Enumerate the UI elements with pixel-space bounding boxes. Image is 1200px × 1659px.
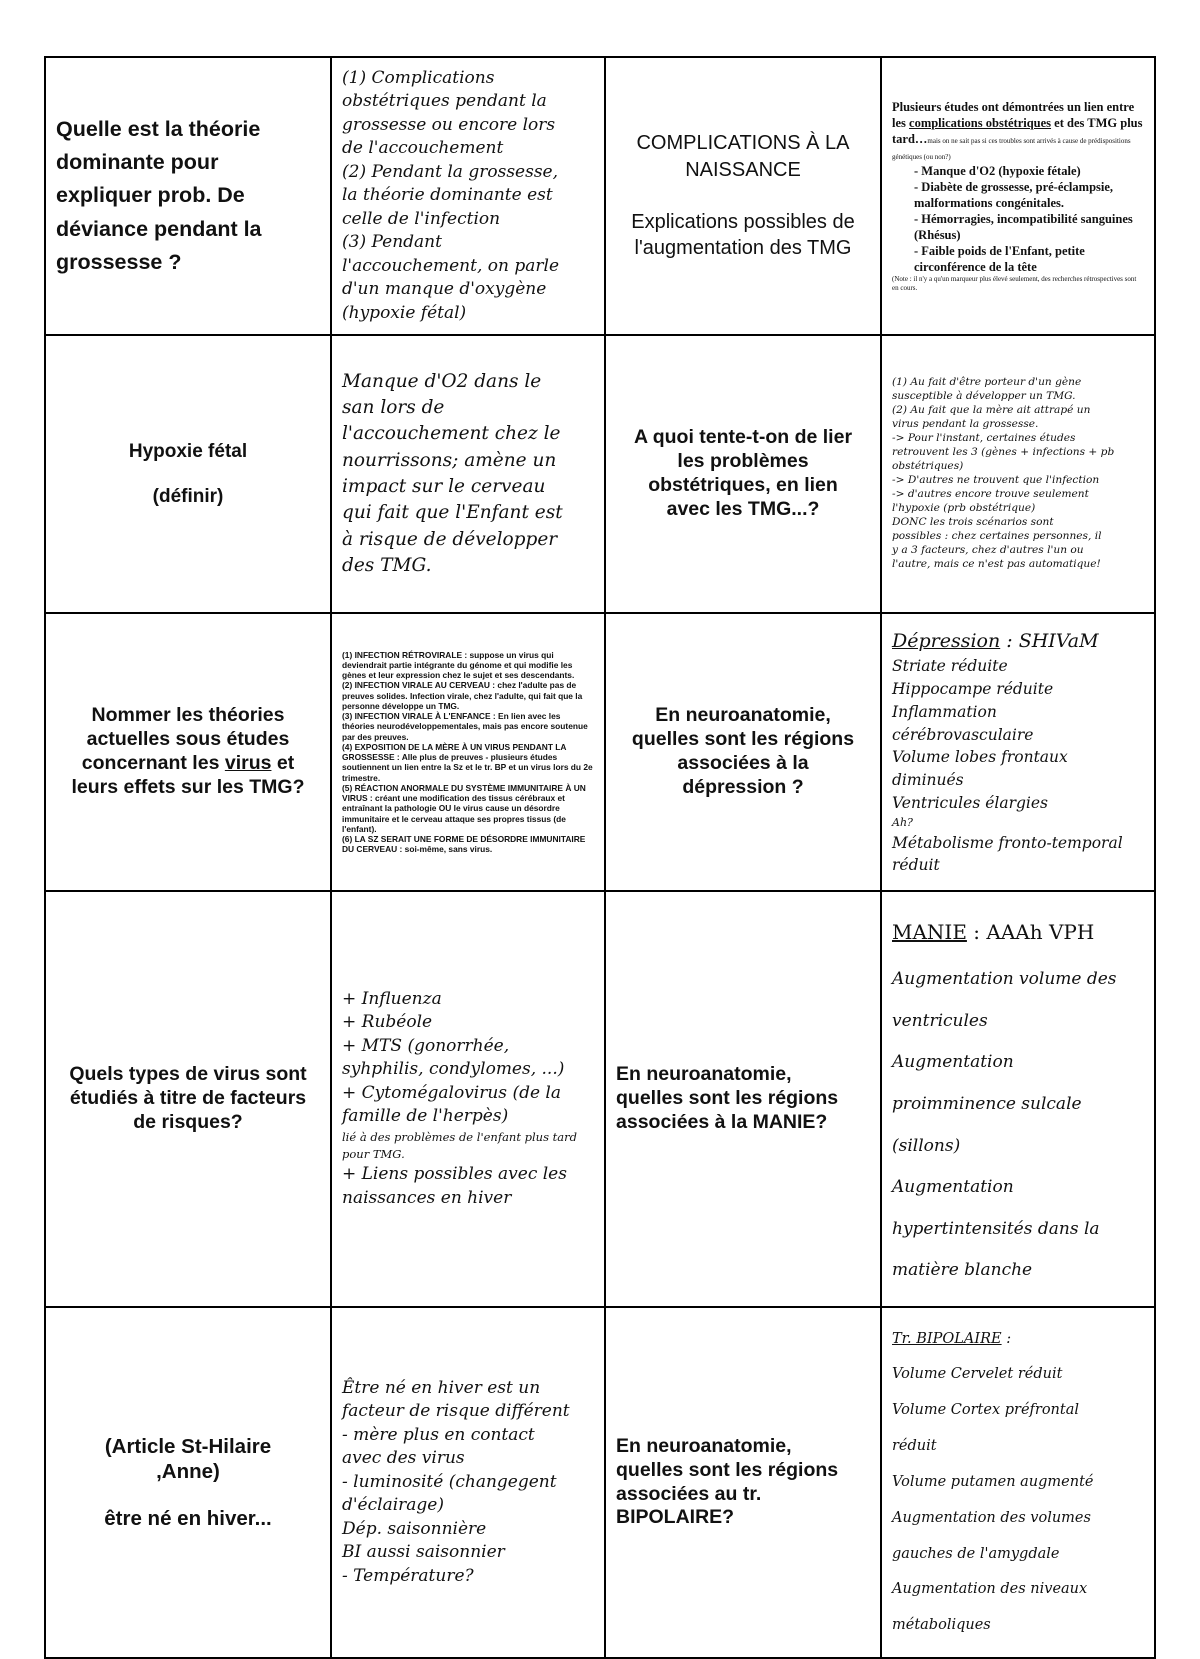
list-item: - Diabète de grossesse, pré-éclampsie, malformations congénitales.	[914, 180, 1114, 211]
text-line: - Température?	[342, 1565, 474, 1586]
text-line: san lors de	[342, 397, 445, 419]
text-line: nourrissons; amène un	[342, 449, 557, 471]
text-line: Être né en hiver est un	[342, 1377, 541, 1398]
text-line: (1) Au fait d'être porteur d'un gène	[892, 376, 1082, 389]
answer-cell	[881, 57, 1155, 335]
question-cell	[45, 335, 331, 613]
answer-text	[342, 1163, 594, 1210]
text-line: quelles sont les régions	[631, 728, 855, 751]
text-line: étudiés à titre de facteurs	[69, 1087, 307, 1110]
answer-cell	[881, 891, 1155, 1307]
question-cell	[605, 891, 881, 1307]
question-text	[56, 1063, 320, 1134]
text-line: - mère plus en contact	[342, 1424, 535, 1445]
answer-text	[892, 1364, 1144, 1636]
text-line: ,Anne)	[156, 1460, 220, 1484]
text-line: naissances en hiver	[342, 1187, 512, 1208]
text-line: Volume lobes frontaux	[892, 748, 1068, 767]
answer-cell	[331, 335, 605, 613]
text-line: quelles sont les régions	[616, 1087, 839, 1110]
text-line: facteur de risque différent	[342, 1401, 570, 1422]
text-line: Striate réduite	[892, 656, 1008, 675]
answer-text	[892, 655, 1144, 816]
text-line: obstétriques pendant la	[342, 91, 547, 112]
question-cell	[45, 57, 331, 335]
question-subtitle: Explications possibles de l'augmentation des TMG	[631, 211, 855, 260]
text-line: retrouvent les 3 (gènes + infections + pb	[892, 446, 1115, 459]
text-line: (2) INFECTION VIRALE AU CERVEAU : chez l'adulte pas de preuves solides. Infection virale, chez l'adulte, qui fait que la personne développe un TMG.	[342, 680, 583, 711]
text-line: d'éclairage)	[342, 1495, 444, 1516]
text-line: + Influenza	[342, 989, 442, 1009]
text-line: (2) Au fait que la mère ait attrapé un	[892, 404, 1091, 417]
question-cell	[605, 1307, 881, 1658]
text-line: - luminosité (changegent	[342, 1471, 557, 1492]
text-line: (2) Pendant la grossesse,	[342, 161, 559, 182]
question-cell	[45, 613, 331, 891]
question-text	[56, 1434, 320, 1484]
answer-text	[892, 832, 1144, 878]
text-line: BIPOLAIRE?	[616, 1506, 735, 1529]
question-title: COMPLICATIONS À LA NAISSANCE	[636, 132, 850, 181]
question-subtitle: (définir)	[152, 486, 224, 507]
text-line: réduit	[892, 1438, 937, 1455]
answer-text	[342, 650, 594, 855]
list-item: - Manque d'O2 (hypoxie fétale)	[914, 164, 1081, 179]
text-line: + Liens possibles avec les	[342, 1164, 567, 1185]
text-line: celle de l'infection	[342, 208, 501, 229]
question-title: Hypoxie fétal	[128, 440, 248, 462]
text-line: métaboliques	[892, 1617, 991, 1634]
answer-text	[892, 376, 1144, 572]
answer-note: (Note : il n'y a qu'un marqueur plus élevé seulement, des recherches rétrospectives sont en cours.	[892, 275, 1137, 292]
text-line: l'accouchement, on parle	[342, 255, 559, 276]
text-line: expliquer prob. De	[56, 183, 245, 208]
question-cell	[45, 891, 331, 1307]
answer-text	[892, 967, 1144, 1283]
text-line: Augmentation	[892, 1177, 1014, 1198]
text-line: grossesse ou encore lors	[342, 114, 556, 135]
answer-small: Ah?	[892, 816, 913, 830]
text-line: réduit	[892, 856, 940, 875]
question-text: Nommer les théories actuelles sous études concernant les virus et leurs effets sur les TMG?	[71, 704, 305, 798]
text-line: Augmentation des volumes	[892, 1509, 1091, 1526]
text-line: avec les TMG...?	[666, 497, 820, 520]
text-line: (3) INFECTION VIRALE À L'ENFANCE : En lien avec les théories neurodéveloppementales, mais pas encore soutenue par des preuves.	[342, 711, 588, 742]
flashcard-table	[44, 56, 1156, 1659]
answer-title: MANIE : AAAh VPH	[892, 920, 1095, 944]
text-line: dominante pour	[56, 150, 219, 175]
text-line: impact sur le cerveau	[342, 476, 546, 497]
text-line: DONC les trois scénarios sont	[892, 515, 1054, 528]
text-line: En neuroanatomie,	[655, 704, 831, 727]
text-line: possibles : chez certaines personnes, il	[892, 529, 1102, 542]
text-line: A quoi tente-t-on de lier	[633, 426, 853, 449]
text-line: + Cytomégalovirus (de la	[342, 1082, 561, 1103]
text-line: virus pendant la grossesse.	[892, 418, 1039, 431]
text-line: Dép. saisonnière	[342, 1518, 487, 1539]
list-item: - Faible poids de l'Enfant, petite circonférence de la tête	[914, 244, 1085, 275]
text-line: déviance pendant la	[56, 216, 262, 241]
question-cell	[605, 335, 881, 613]
text-line: les problèmes	[677, 450, 809, 473]
text-line: (1) Complications	[342, 68, 495, 88]
text-line: l'hypoxie (prb obstétrique)	[892, 501, 1036, 514]
text-line: de l'accouchement	[342, 138, 504, 159]
text-line: Quels types de virus sont	[69, 1063, 307, 1086]
answer-text	[342, 988, 594, 1129]
text-line: associées au tr.	[616, 1482, 762, 1505]
text-line: -> d'autres encore trouve seulement	[892, 487, 1089, 500]
text-line: Augmentation	[892, 1052, 1014, 1073]
question-text	[616, 1435, 870, 1530]
answer-text	[342, 1377, 594, 1588]
text-line: grossesse ?	[56, 249, 182, 274]
text-line: (6) LA SZ SERAIT UNE FORME DE DÉSORDRE IMMUNITAIRE DU CERVEAU : soi-même, sans virus.	[342, 834, 586, 855]
table-row	[45, 335, 1155, 613]
question-text	[616, 704, 870, 799]
answer-cell	[881, 1307, 1155, 1658]
question-subtitle: être né en hiver...	[104, 1507, 272, 1531]
text-line: dépression ?	[682, 775, 804, 798]
text-line: l'autre, mais ce n'est pas automatique!	[892, 557, 1101, 570]
text-line: associées à la MANIE?	[616, 1110, 828, 1133]
question-cell	[605, 57, 881, 335]
answer-text	[342, 67, 594, 325]
list-item: - Hémorragies, incompatibilité sanguines (Rhésus)	[914, 212, 1133, 243]
text-line: diminués	[892, 771, 964, 790]
answer-intro: Plusieurs études ont démontrées un lien entre les complications obstétriques et des TMG plus tard…mais on ne sait pas si ces troubles sont arrivés à cause de prédispositions génétiques (ou non?)	[892, 100, 1143, 162]
text-line: hypertintensités dans la	[892, 1218, 1100, 1239]
text-line: (hypoxie fétal)	[342, 302, 467, 323]
text-line: (Article St-Hilaire	[104, 1435, 272, 1459]
text-line: qui fait que l'Enfant est	[342, 502, 563, 524]
answer-title: Dépression : SHIVaM	[892, 629, 1099, 652]
question-text	[56, 113, 320, 280]
text-line: En neuroanatomie,	[616, 1063, 792, 1086]
answer-text	[342, 369, 594, 579]
question-cell	[45, 1307, 331, 1658]
text-line: Métabolisme fronto-temporal	[892, 833, 1123, 852]
text-line: syhphilis, condylomes, ...)	[342, 1059, 565, 1080]
answer-title: Tr. BIPOLAIRE :	[892, 1330, 1012, 1347]
text-line: l'accouchement chez le	[342, 423, 561, 445]
text-line: Ventricules élargies	[892, 794, 1048, 813]
text-line: des TMG.	[342, 554, 432, 576]
answer-cell	[331, 613, 605, 891]
text-line: + MTS (gonorrhée,	[342, 1035, 510, 1056]
answer-cell	[331, 891, 605, 1307]
answer-small: lié à des problèmes de l'enfant plus tard pour TMG.	[342, 1129, 577, 1161]
answer-cell	[331, 1307, 605, 1658]
text-line: y a 3 facteurs, chez d'autres l'un ou	[892, 543, 1084, 556]
text-line: Augmentation volume des	[892, 969, 1117, 989]
text-line: (1) INFECTION RÉTROVIRALE : suppose un virus qui deviendrait partie intégrante du génome et qui modifie les gènes et leur expression chez le sujet et ses descendants.	[342, 649, 575, 680]
text-line: (3) Pendant	[342, 232, 442, 253]
text-line: matière blanche	[892, 1260, 1033, 1281]
text-line: Manque d'O2 dans le	[342, 370, 542, 392]
table-row	[45, 57, 1155, 335]
text-line: à risque de développer	[342, 528, 558, 550]
table-row	[45, 613, 1155, 891]
text-line: cérébrovasculaire	[892, 725, 1034, 744]
question-cell	[605, 613, 881, 891]
table-row	[45, 891, 1155, 1307]
text-line: Inflammation	[892, 702, 997, 721]
question-text	[616, 1063, 870, 1134]
text-line: Volume putamen augmenté	[892, 1473, 1094, 1490]
question-text	[616, 426, 870, 521]
answer-cell	[331, 57, 605, 335]
text-line: susceptible à développer un TMG.	[892, 390, 1076, 403]
table-row	[45, 1307, 1155, 1658]
text-line: -> D'autres ne trouvent que l'infection	[892, 474, 1100, 486]
text-line: ventricules	[892, 1010, 988, 1031]
text-line: (5) RÉACTION ANORMALE DU SYSTÈME IMMUNITAIRE À UN VIRUS : créant une modification des tissus cérébraux et entraînant la pathologie OU le virus cause un désordre immunitaire et le cerveau attaque ses propres tissus (de l'enfant).	[342, 782, 586, 834]
text-line: associées à la	[677, 752, 809, 774]
text-line: -> Pour l'instant, certaines études	[892, 432, 1076, 445]
text-line: Hippocampe réduite	[892, 679, 1054, 698]
text-line: d'un manque d'oxygène	[342, 279, 547, 300]
text-line: de risques?	[133, 1110, 243, 1133]
text-line: Quelle est la théorie	[56, 116, 261, 141]
text-line: (4) EXPOSITION DE LA MÈRE À UN VIRUS PENDANT LA GROSSESSE : Alle plus de preuves - plusieurs études soutiennent un lien entre la Sz et le tr. BP et un virus lors du 2e trimestre.	[342, 741, 593, 783]
text-line: proimminence sulcale	[892, 1093, 1082, 1114]
text-line: famille de l'herpès)	[342, 1106, 509, 1127]
text-line: En neuroanatomie,	[616, 1434, 792, 1457]
text-line: BI aussi saisonnier	[342, 1542, 505, 1563]
answer-cell	[881, 335, 1155, 613]
text-line: gauches de l'amygdale	[892, 1545, 1060, 1562]
text-line: Volume Cervelet réduit	[892, 1366, 1063, 1383]
text-line: (sillons)	[892, 1135, 961, 1156]
text-line: avec des virus	[342, 1448, 465, 1469]
text-line: la théorie dominante est	[342, 185, 553, 206]
text-line: quelles sont les régions	[616, 1458, 839, 1481]
text-line: obstétriques)	[892, 460, 964, 473]
text-line: obstétriques, en lien	[648, 474, 838, 496]
answer-cell	[881, 613, 1155, 891]
text-line: Augmentation des niveaux	[892, 1581, 1088, 1598]
text-line: Volume Cortex préfrontal	[892, 1402, 1080, 1419]
text-line: + Rubéole	[342, 1012, 433, 1033]
